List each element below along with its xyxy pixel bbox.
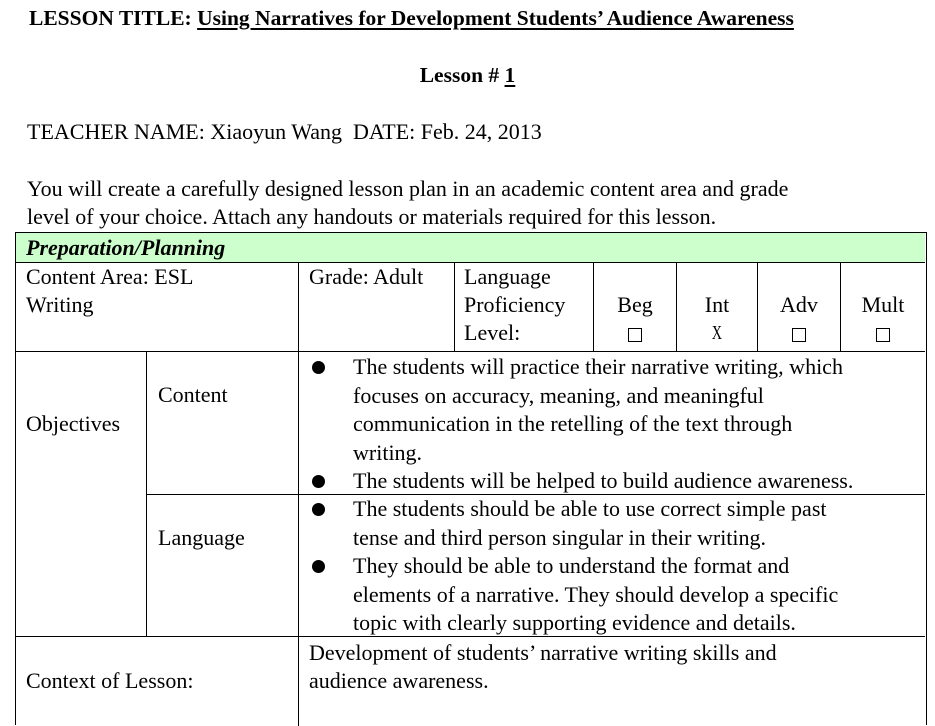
content-bullet-2 xyxy=(353,467,853,496)
level-mult-label: Mult xyxy=(861,292,905,317)
lesson-number-label: Lesson # xyxy=(419,63,500,87)
lesson-title-prefix: LESSON TITLE: xyxy=(29,6,192,30)
level-adv-checkbox[interactable] xyxy=(758,319,840,347)
level-int xyxy=(677,291,757,347)
content-bullet-1 xyxy=(353,353,843,467)
context-label: Context of Lesson: xyxy=(26,668,194,693)
language-bullet-2-line-2: elements of a narrative. They should develop a specific xyxy=(353,581,839,607)
proficiency-line-3: Level: xyxy=(464,320,521,345)
language-bullet-1 xyxy=(353,495,827,552)
language-bullet-2 xyxy=(353,552,838,638)
lesson-number: 1 xyxy=(504,63,516,87)
level-beg xyxy=(594,291,676,347)
content-bullet-2-line-1: The students will be helped to build audience awareness. xyxy=(353,468,854,493)
content-bullet-1-line-4: writing. xyxy=(353,439,423,465)
language-bullet-2-line-3: topic with clearly supporting evidence and details. xyxy=(353,610,796,635)
lesson-title-text: Using Narratives for Development Students’ Audience Awareness xyxy=(197,6,794,30)
checkbox-icon xyxy=(792,328,806,342)
proficiency-line-2: Proficiency xyxy=(464,292,566,317)
bullet-icon xyxy=(312,475,325,488)
language-bullet-2-line-1: They should be able to understand the format and xyxy=(353,553,790,578)
language-objective-label: Language xyxy=(158,525,245,550)
intro-paragraph xyxy=(27,175,927,231)
proficiency-line-1: Language xyxy=(464,264,551,289)
context-line-2: audience awareness. xyxy=(309,668,489,693)
content-bullet-1-line-3: communication in the retelling of the text through xyxy=(353,411,793,436)
divider xyxy=(16,636,925,637)
level-beg-label: Beg xyxy=(617,292,653,317)
divider xyxy=(298,636,299,726)
lesson-plan-table xyxy=(15,232,927,725)
context-text xyxy=(309,639,777,695)
content-area xyxy=(26,263,193,319)
checkbox-icon xyxy=(876,328,890,342)
language-bullet-1-line-2: tense and third person singular in their writing. xyxy=(353,524,767,550)
level-int-mark[interactable]: X xyxy=(711,322,723,344)
intro-line-1: You will create a carefully designed lesson plan in an academic content area and grade xyxy=(27,176,789,201)
level-mult-checkbox[interactable] xyxy=(841,319,925,347)
bullet-icon xyxy=(312,361,325,374)
divider xyxy=(298,262,299,351)
level-adv xyxy=(758,291,840,347)
level-mult xyxy=(841,291,925,347)
language-bullet-1-line-1: The students should be able to use correct simple past xyxy=(353,496,827,521)
bullet-icon xyxy=(312,503,325,516)
bullet-icon xyxy=(312,560,325,573)
objectives-label: Objectives xyxy=(26,411,121,436)
level-beg-checkbox[interactable] xyxy=(594,319,676,347)
context-line-1: Development of students’ narrative writing skills and xyxy=(309,640,777,665)
content-area-line-2: Writing xyxy=(26,292,94,317)
preparation-header-band xyxy=(16,233,925,262)
level-int-label: Int xyxy=(704,292,730,317)
teacher-date-line: TEACHER NAME: Xiaoyun Wang DATE: Feb. 24, 2013 xyxy=(27,119,542,144)
divider xyxy=(454,262,455,351)
proficiency-label xyxy=(464,263,565,347)
divider xyxy=(16,351,925,352)
checkbox-icon xyxy=(628,328,642,342)
content-bullet-1-line-2: focuses on accuracy, meaning, and meaningful xyxy=(353,382,764,408)
level-adv-label: Adv xyxy=(780,292,818,317)
content-area-line-1: Content Area: ESL xyxy=(26,264,194,289)
preparation-header: Preparation/Planning xyxy=(26,235,226,260)
intro-line-2: level of your choice. Attach any handouts or materials required for this lesson. xyxy=(27,204,717,229)
content-objective-label: Content xyxy=(158,382,228,407)
content-bullet-1-line-1: The students will practice their narrative writing, which xyxy=(353,354,843,379)
lesson-title xyxy=(29,6,794,31)
grade: Grade: Adult xyxy=(309,264,424,289)
lesson-number-line xyxy=(0,63,935,88)
